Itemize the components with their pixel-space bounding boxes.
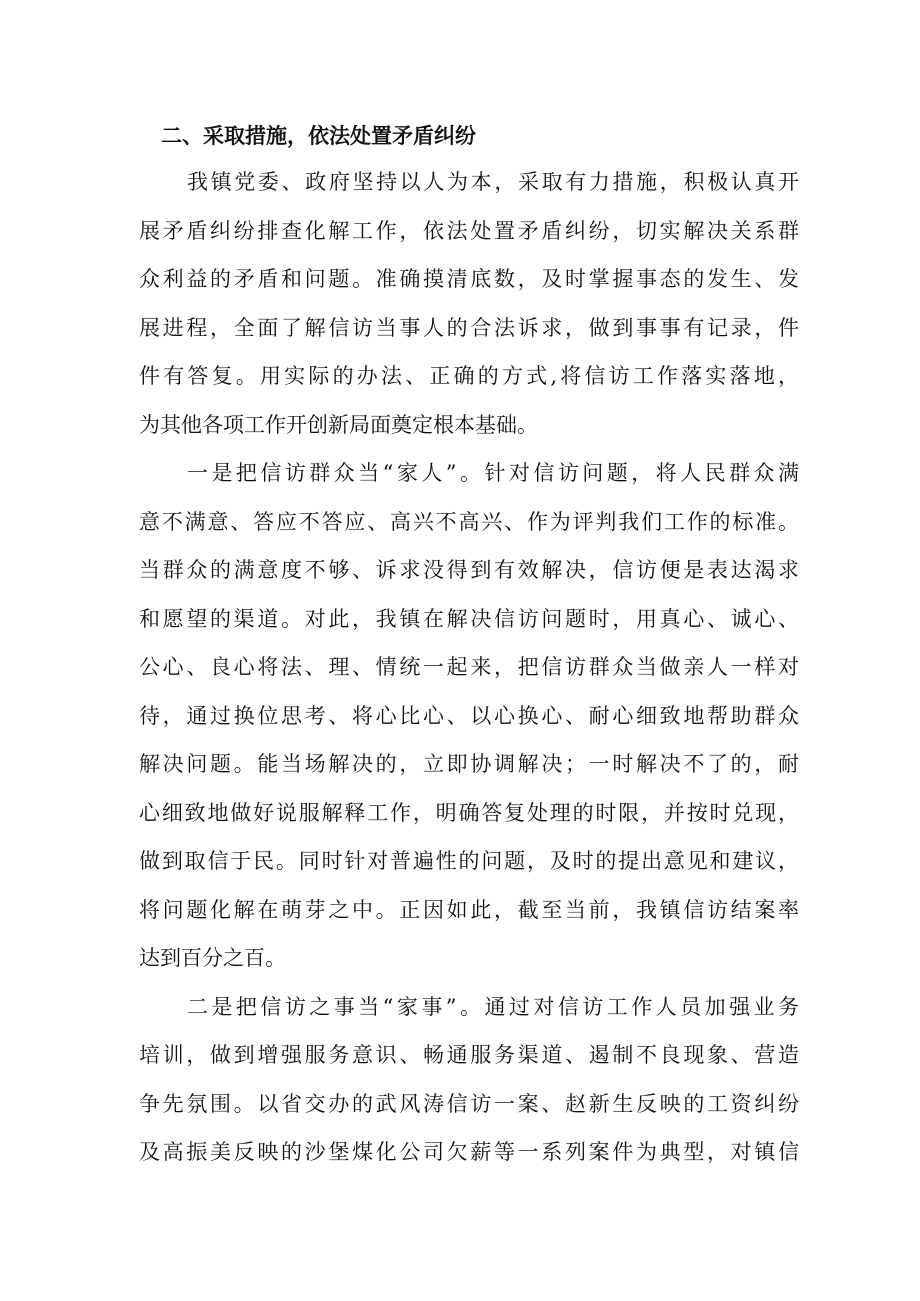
text-line: 待，通过换位思考、将心比心、以心换心、耐心细致地帮助群众 bbox=[139, 703, 799, 728]
paragraph-2 bbox=[139, 449, 799, 983]
text-line: 争先氛围。以省交办的武风涛信访一案、赵新生反映的工资纠纷 bbox=[139, 1091, 799, 1116]
document-body bbox=[139, 114, 799, 1177]
paragraph-1 bbox=[139, 158, 799, 449]
text-line: 众利益的矛盾和问题。准确摸清底数，及时掌握事态的发生、发 bbox=[139, 267, 799, 291]
text-line: 和愿望的渠道。对此，我镇在解决信访问题时，用真心、诚心、 bbox=[139, 606, 799, 631]
text-line: 展进程，全面了解信访当事人的合法诉求，做到事事有记录，件 bbox=[139, 315, 799, 340]
text-line: 培训，做到增强服务意识、畅通服务渠道、遏制不良现象、营造 bbox=[139, 1043, 799, 1067]
text-line: 一是把信访群众当“家人”。针对信访问题，将人民群众满 bbox=[187, 461, 799, 485]
text-line: 展矛盾纠纷排查化解工作，依法处置矛盾纠纷，切实解决关系群 bbox=[139, 218, 799, 243]
text-line: 二是把信访之事当“家事”。通过对信访工作人员加强业务 bbox=[187, 994, 799, 1019]
text-line: 心细致地做好说服解释工作，明确答复处理的时限，并按时兑现， bbox=[139, 800, 799, 825]
text-line: 公心、良心将法、理、情统一起来，把信访群众当做亲人一样对 bbox=[139, 655, 799, 679]
text-line: 解决问题。能当场解决的，立即协调解决；一时解决不了的，耐 bbox=[139, 752, 799, 776]
text-line: 当群众的满意度不够、诉求没得到有效解决，信访便是表达渴求 bbox=[139, 558, 799, 582]
text-line: 件有答复。用实际的办法、正确的方式,将信访工作落实落地， bbox=[139, 364, 799, 388]
section-heading: 二、采取措施，依法处置矛盾纠纷 bbox=[161, 124, 476, 148]
text-line: 做到取信于民。同时针对普遍性的问题，及时的提出意见和建议， bbox=[139, 849, 799, 873]
text-line: 及高振美反映的沙堡煤化公司欠薪等一系列案件为典型，对镇信 bbox=[139, 1140, 799, 1164]
text-line: 为其他各项工作开创新局面奠定根本基础。 bbox=[139, 412, 538, 437]
text-line: 意不满意、答应不答应、高兴不高兴、作为评判我们工作的标准。 bbox=[139, 509, 799, 534]
text-line: 我镇党委、政府坚持以人为本，采取有力措施，积极认真开 bbox=[187, 170, 799, 194]
text-line: 达到百分之百。 bbox=[139, 946, 286, 970]
text-line: 将问题化解在萌芽之中。正因如此，截至当前，我镇信访结案率 bbox=[139, 897, 799, 922]
paragraph-3 bbox=[139, 983, 799, 1177]
